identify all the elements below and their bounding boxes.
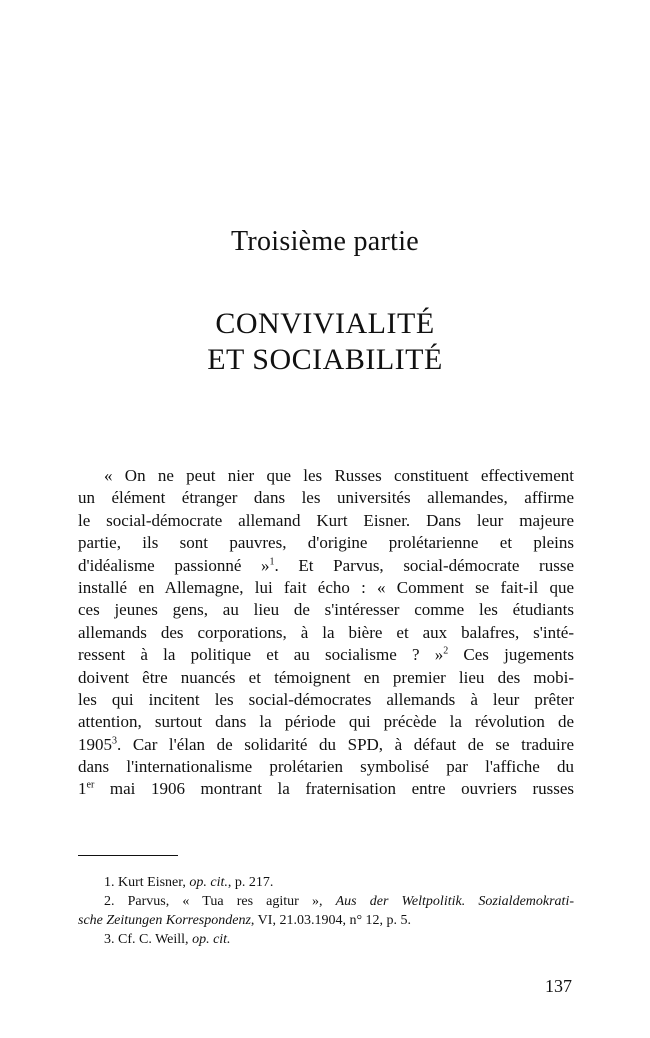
body-line — [78, 778, 574, 800]
footnote-number: 1. — [104, 875, 115, 890]
footnote-2 — [78, 892, 574, 911]
footnote-text: Parvus, « Tua res agitur », — [127, 894, 323, 909]
body-text: « On ne peut nier que les Russes constituent effectivement — [104, 466, 574, 485]
body-text: attention, surtout dans la période qui précède la révolution de — [78, 712, 574, 732]
body-text: dans l'internationalisme prolétarien symbolisé par l'affiche du — [78, 757, 574, 777]
body-line — [78, 711, 574, 733]
footnote-text: , VI, 21.03.1904, n° 12, p. 5. — [250, 913, 412, 928]
footnote-number: 2. — [104, 894, 115, 909]
footnote-citation: op. cit. — [192, 932, 231, 947]
chapter-title-line-2: ET SOCIABILITÉ — [207, 343, 443, 376]
footnote-ref: 2 — [443, 645, 449, 657]
body-text: mai 1906 montrant la fraternisation entre ouvriers russes — [94, 779, 574, 799]
body-text: . Car l'élan de solidarité du SPD, à défaut de se traduire — [117, 734, 574, 754]
footnote-citation: op. cit. — [189, 875, 228, 890]
footnote-divider — [78, 855, 178, 856]
body-line — [78, 756, 574, 778]
footnote-citation: Aus der Weltpolitik. Sozialdemokrati- — [335, 894, 574, 909]
body-text: ces jeunes gens, au lieu de s'intéresser comme les étudiants — [78, 600, 574, 620]
body-line — [78, 622, 574, 644]
body-text: . Et Parvus, social-démocrate russe — [274, 555, 574, 575]
footnote-text: , p. 217. — [227, 875, 274, 890]
page-number: 137 — [545, 976, 572, 996]
footnote-citation: sche Zeitungen Korrespondenz — [78, 913, 251, 928]
body-text: 1905 — [78, 734, 112, 754]
body-text: Ces jugements — [448, 645, 574, 665]
footnote-text: Cf. C. Weill, — [118, 932, 189, 947]
body-line — [78, 599, 574, 621]
footnote-ref: 1 — [269, 555, 275, 567]
chapter-title — [0, 306, 650, 378]
body-text: le social-démocrate allemand Kurt Eisner. Dans leur majeure — [78, 510, 574, 530]
footnote-3 — [78, 930, 574, 949]
footnote-number: 3. — [104, 932, 115, 947]
body-line — [78, 510, 574, 532]
body-line — [78, 532, 574, 554]
body-line — [78, 689, 574, 711]
body-text: un élément étranger dans les universités allemandes, affirme — [78, 488, 574, 508]
body-text: 1 — [78, 779, 87, 799]
body-line — [78, 465, 574, 487]
body-line — [78, 555, 574, 577]
body-text: d'idéalisme passionné » — [78, 555, 270, 575]
body-text: partie, ils sont pauvres, d'origine prolétarienne et pleins — [78, 533, 574, 553]
body-paragraph — [78, 465, 574, 801]
footnote-1 — [78, 873, 574, 892]
chapter-title-line-1: CONVIVIALITÉ — [215, 307, 435, 340]
body-text: les qui incitent les social-démocrates allemands à leur prêter — [78, 689, 574, 709]
body-text: doivent être nuancés et témoignent en premier lieu des mobi- — [78, 667, 574, 687]
body-line — [78, 577, 574, 599]
footnote-text: Kurt Eisner, — [118, 875, 186, 890]
footnotes — [78, 873, 574, 949]
footnote-ref: 3 — [112, 735, 117, 747]
body-text: allemands des corporations, à la bière et aux balafres, s'inté- — [78, 622, 574, 642]
body-text: installé en Allemagne, lui fait écho : « Comment se fait-il que — [78, 577, 574, 597]
body-text: ressent à la politique et au socialisme ? » — [78, 645, 444, 665]
part-label: Troisième partie — [230, 226, 420, 257]
superscript: er — [86, 779, 95, 791]
body-line — [78, 667, 574, 689]
body-line — [78, 734, 574, 756]
body-line — [78, 644, 574, 666]
body-line — [78, 487, 574, 509]
footnote-2-continued — [78, 911, 574, 930]
